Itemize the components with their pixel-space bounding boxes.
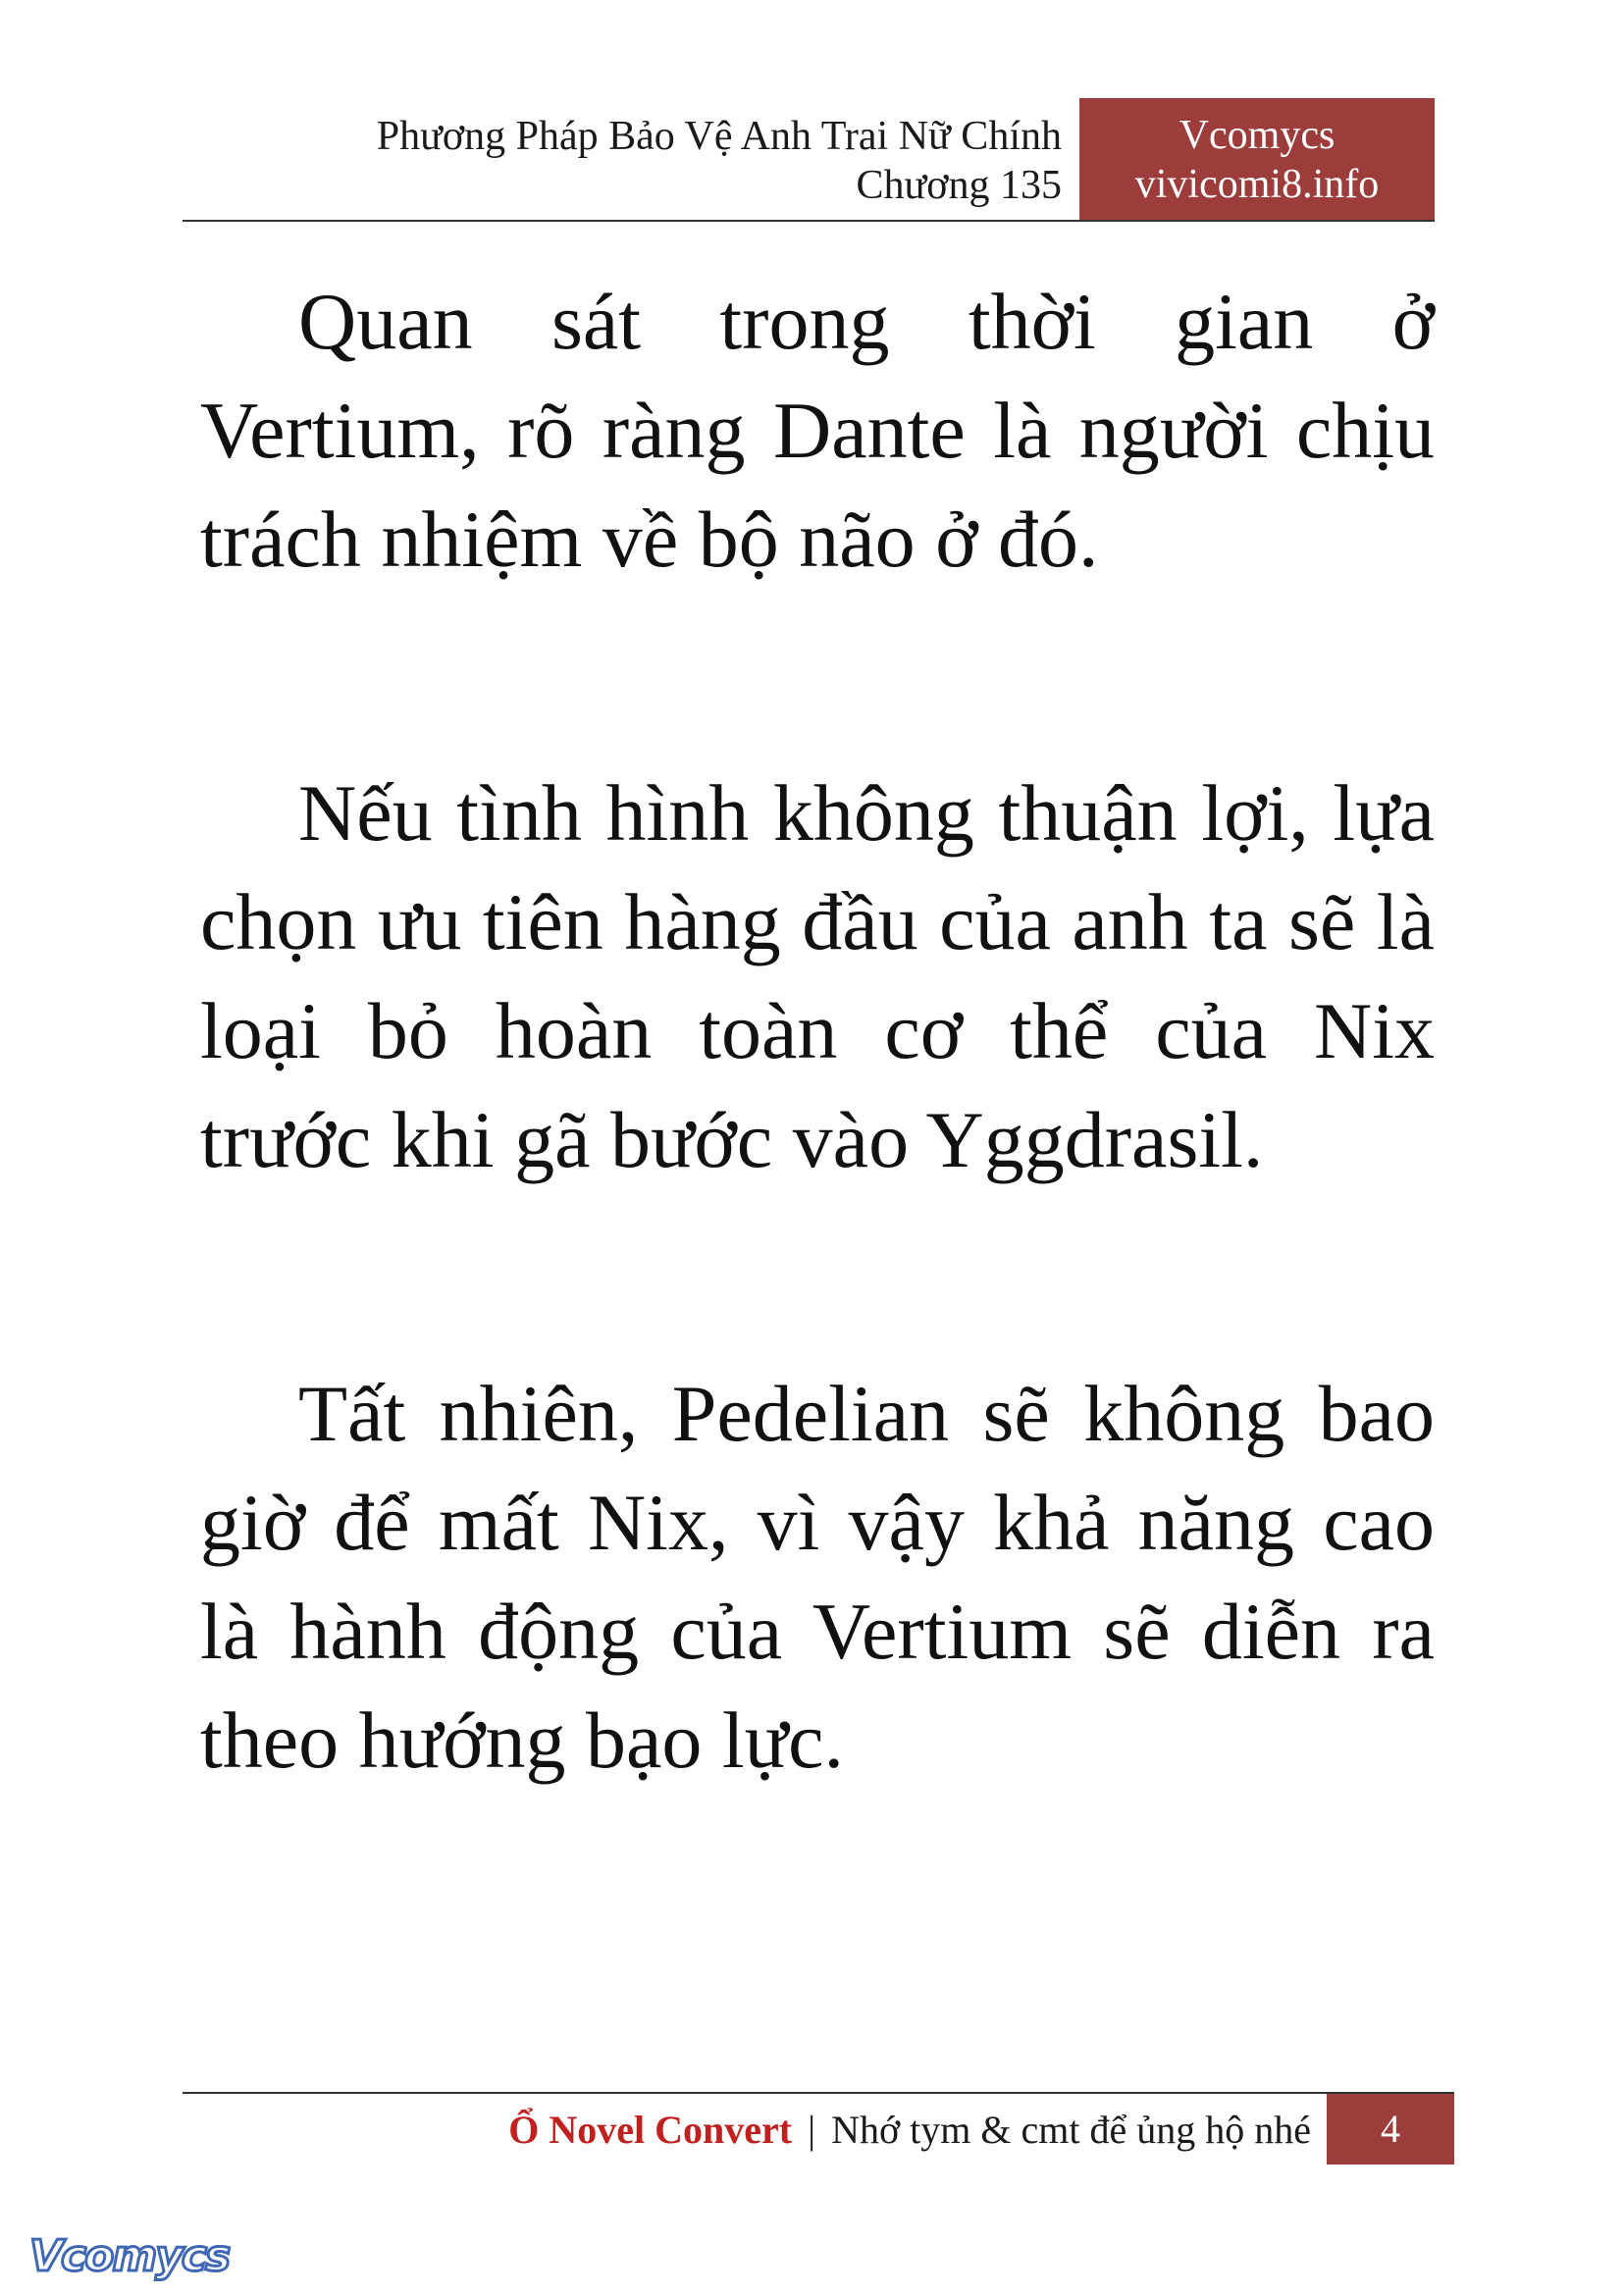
- page-footer: [183, 2092, 1454, 2165]
- paragraph-2: Nếu tình hình không thuận lợi, lựa chọn ưu tiên hàng đầu của anh ta sẽ là loại bỏ hoàn toàn cơ thể của Nix trước khi gã bước vào Yggdrasil.: [200, 768, 1435, 1184]
- svg-text:Vcomycs: Vcomycs: [29, 2231, 230, 2281]
- book-title: Phương Pháp Bảo Vệ Anh Trai Nữ Chính: [376, 114, 1062, 159]
- badge-name: Vcomycs: [1179, 113, 1336, 158]
- page-number: 4: [1327, 2094, 1454, 2165]
- footer-brand: Ổ Novel Convert: [508, 2108, 793, 2152]
- header-title-block: [377, 112, 1062, 210]
- page-header: [183, 98, 1435, 222]
- paragraph-3: Tất nhiên, Pedelian sẽ không bao giờ để mất Nix, vì vậy khả năng cao là hành động của Vertium sẽ diễn ra theo hướng bạo lực.: [200, 1369, 1435, 1785]
- paragraph-1: Quan sát trong thời gian ở Vertium, rõ ràng Dante là người chịu trách nhiệm về bộ não ở đó.: [200, 277, 1435, 584]
- vcomycs-logo: [26, 2227, 251, 2286]
- footer-text: [508, 2106, 1311, 2155]
- page-content: [200, 267, 1435, 1795]
- footer-message: Nhớ tym & cmt để ủng hộ nhé: [831, 2108, 1311, 2152]
- chapter-label: Chương 135: [856, 163, 1062, 208]
- header-badge: [1079, 98, 1435, 220]
- badge-site: vivicomi8.info: [1134, 162, 1380, 207]
- footer-separator: |: [808, 2108, 816, 2152]
- vcomycs-logo-icon: [26, 2227, 251, 2286]
